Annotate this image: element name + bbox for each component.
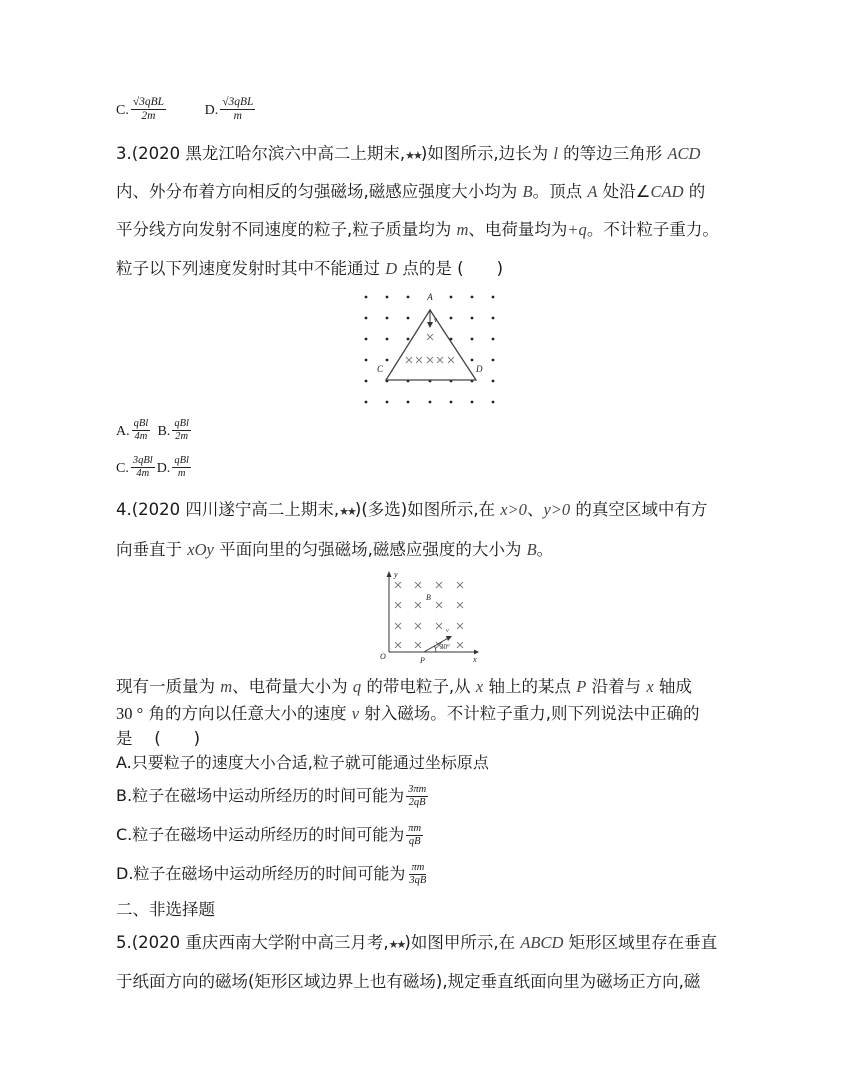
q5-text: )如图甲所示,在 bbox=[404, 933, 521, 952]
label-p: P bbox=[420, 656, 425, 664]
q3-option-b-fraction bbox=[172, 418, 191, 443]
q3-option-a-label: A. bbox=[116, 424, 130, 439]
q4-text: 射入磁场。不计粒子重力,则下列说法中正确的 bbox=[359, 704, 700, 723]
label-v: v bbox=[446, 628, 449, 634]
label-a: A bbox=[427, 292, 433, 302]
q3-text: 平分线方向发射不同速度的粒子,粒子质量均为 bbox=[116, 220, 457, 239]
q4-var-x: x bbox=[646, 677, 654, 696]
label-o: O bbox=[380, 652, 386, 661]
q4-var-p: P bbox=[576, 677, 587, 696]
q4-option-b-fraction bbox=[406, 784, 428, 809]
q4-text: 现有一质量为 bbox=[116, 677, 221, 696]
frac-den: 4m bbox=[134, 431, 148, 442]
field-dot bbox=[471, 317, 474, 320]
field-dot bbox=[386, 359, 389, 362]
q4-text: 的带电粒子,从 bbox=[361, 677, 476, 696]
q4-text: 、 bbox=[526, 500, 544, 519]
q2-options-row bbox=[116, 96, 257, 123]
field-cross bbox=[436, 623, 442, 629]
q3-option-c-fraction bbox=[131, 455, 155, 480]
field-dot bbox=[471, 296, 474, 299]
field-dot bbox=[407, 317, 410, 320]
q4-option-a: A.只要粒子的速度大小合适,粒子就可能通过坐标原点 bbox=[116, 753, 489, 772]
field-cross bbox=[436, 602, 442, 608]
q3-text: 内、外分布着方向相反的匀强磁场,磁感应强度大小均为 bbox=[116, 182, 523, 201]
q4-option-b bbox=[116, 784, 430, 809]
field-dot bbox=[492, 380, 495, 383]
field-dot bbox=[365, 380, 368, 383]
difficulty-stars-icon: ★★ bbox=[405, 149, 421, 162]
q2-option-d-num: √3qBL bbox=[222, 96, 254, 108]
q4-var-v: v bbox=[351, 704, 360, 723]
q3-angle: CAD bbox=[650, 182, 684, 201]
frac-num: qBl bbox=[133, 418, 149, 429]
field-dot bbox=[365, 338, 368, 341]
q3-line-1 bbox=[116, 143, 700, 167]
field-cross bbox=[448, 357, 454, 363]
q4-var-b: B bbox=[526, 540, 537, 559]
q3-option-c-label: C. bbox=[116, 461, 129, 476]
field-cross bbox=[395, 642, 401, 648]
field-dot bbox=[492, 401, 495, 404]
frac-num: qBl bbox=[174, 418, 189, 429]
x-axis-arrow-icon bbox=[474, 650, 479, 655]
q2-option-c-num: √3qBL bbox=[132, 96, 165, 108]
q4-text: 。 bbox=[536, 540, 554, 559]
field-dot bbox=[365, 359, 368, 362]
difficulty-stars-icon: ★★ bbox=[388, 938, 405, 951]
frac-num: πm bbox=[411, 862, 425, 873]
q4-text: 、电荷量大小为 bbox=[232, 677, 353, 696]
q4-option-d-fraction bbox=[407, 862, 428, 887]
q4-plane: xOy bbox=[187, 540, 214, 559]
field-cross bbox=[427, 357, 433, 363]
q4-option-d-text: D.粒子在磁场中运动所经历的时间可能为 bbox=[116, 864, 406, 883]
q4-text: 平面向里的匀强磁场,磁感应强度的大小为 bbox=[213, 540, 527, 559]
q3-triangle-name: ACD bbox=[667, 144, 701, 163]
q3-answer-bracket: 点的是 ( ) bbox=[397, 259, 504, 278]
q4-coordinate-figure bbox=[380, 568, 480, 664]
q4-source: 4.(2020 四川遂宁高二上期末, bbox=[116, 500, 340, 519]
q3-option-d-label: D. bbox=[156, 461, 171, 476]
field-dot bbox=[492, 296, 495, 299]
difficulty-stars-icon: ★★ bbox=[339, 505, 355, 518]
field-dot bbox=[450, 317, 453, 320]
q4-text: 角的方向以任意大小的速度 bbox=[143, 704, 352, 723]
q4-line-5: 是 ( ) bbox=[116, 729, 201, 748]
q3-var-q: +q bbox=[567, 220, 587, 239]
field-cross bbox=[406, 357, 412, 363]
q2-option-d-fraction bbox=[220, 96, 255, 123]
q3-option-b-label: B. bbox=[157, 424, 171, 439]
q4-option-c-text: C.粒子在磁场中运动所经历的时间可能为 bbox=[116, 825, 405, 844]
label-v: v bbox=[434, 316, 438, 324]
field-cross bbox=[427, 334, 433, 340]
q3-triangle-figure bbox=[355, 288, 505, 410]
q3-option-d-fraction bbox=[172, 455, 191, 480]
field-cross bbox=[457, 623, 463, 629]
q3-text: 。不计粒子重力。 bbox=[586, 220, 719, 239]
q4-line-4 bbox=[116, 703, 700, 725]
field-dot bbox=[386, 401, 389, 404]
field-cross bbox=[416, 357, 422, 363]
field-cross bbox=[457, 582, 463, 588]
q3-text: 处沿∠ bbox=[597, 182, 651, 201]
field-dot bbox=[471, 338, 474, 341]
field-dot bbox=[407, 401, 410, 404]
label-y: y bbox=[394, 570, 398, 579]
q5-rect-name: ABCD bbox=[520, 933, 564, 952]
field-dot bbox=[450, 401, 453, 404]
field-dot bbox=[365, 317, 368, 320]
field-cross bbox=[415, 582, 421, 588]
q5-line-2: 于纸面方向的磁场(矩形区域边界上也有磁场),规定垂直纸面向里为磁场正方向,磁 bbox=[116, 972, 701, 991]
q3-text: )如图所示,边长为 bbox=[420, 144, 554, 163]
q2-option-d-label: D. bbox=[204, 103, 219, 118]
frac-num: qBl bbox=[174, 455, 189, 466]
field-cross bbox=[415, 642, 421, 648]
label-d: D bbox=[476, 364, 483, 374]
field-cross bbox=[415, 602, 421, 608]
q4-var-m: m bbox=[220, 677, 233, 696]
frac-den: 4m bbox=[136, 468, 150, 479]
q5-source: 5.(2020 重庆西南大学附中高三月考, bbox=[116, 933, 389, 952]
q3-var-b: B bbox=[522, 182, 533, 201]
field-cross bbox=[395, 582, 401, 588]
q3-var-l: l bbox=[553, 144, 558, 163]
q4-option-c bbox=[116, 823, 425, 848]
q3-text: 的等边三角形 bbox=[557, 144, 668, 163]
q4-line-3 bbox=[116, 676, 692, 698]
label-x: x bbox=[473, 655, 477, 664]
field-cross bbox=[415, 623, 421, 629]
field-dot bbox=[492, 359, 495, 362]
q3-var-a: A bbox=[587, 182, 598, 201]
q2-option-c-label: C. bbox=[116, 103, 129, 118]
field-dot bbox=[386, 317, 389, 320]
field-dot bbox=[386, 338, 389, 341]
q4-angle-30: 30 ° bbox=[116, 704, 144, 723]
section-title: 二、非选择题 bbox=[116, 900, 215, 919]
q4-option-d bbox=[116, 862, 430, 887]
frac-den: 2m bbox=[175, 431, 189, 442]
q3-source: 3.(2020 黑龙江哈尔滨六中高二上期末, bbox=[116, 144, 406, 163]
field-dot bbox=[471, 359, 474, 362]
label-angle: 30° bbox=[440, 643, 450, 651]
q4-var-q: q bbox=[352, 677, 362, 696]
q3-options-row-1 bbox=[116, 418, 193, 443]
q3-text: 的 bbox=[683, 182, 706, 201]
field-dot bbox=[407, 338, 410, 341]
q4-cond-x: x>0 bbox=[500, 500, 527, 519]
q4-text: 沿着与 bbox=[586, 677, 647, 696]
y-axis-arrow-icon bbox=[387, 571, 392, 577]
q4-line-1 bbox=[116, 499, 707, 523]
q2-option-c-fraction bbox=[131, 96, 166, 123]
label-c: C bbox=[377, 364, 384, 374]
q5-line-1 bbox=[116, 932, 717, 956]
q4-text: )(多选)如图所示,在 bbox=[354, 500, 501, 519]
q2-option-c-den: 2m bbox=[141, 110, 156, 122]
q3-text: 粒子以下列速度发射时其中不能通过 bbox=[116, 259, 386, 278]
frac-den: qB bbox=[408, 836, 421, 847]
field-dot bbox=[492, 338, 495, 341]
frac-num: 3πm bbox=[408, 784, 427, 795]
field-dot bbox=[386, 296, 389, 299]
field-dot bbox=[429, 401, 432, 404]
q3-var-d: D bbox=[385, 259, 398, 278]
field-cross bbox=[395, 623, 401, 629]
field-cross bbox=[436, 582, 442, 588]
q5-text: 矩形区域里存在垂直 bbox=[563, 933, 718, 952]
q4-text: 轴上的某点 bbox=[483, 677, 577, 696]
q4-var-x: x bbox=[475, 677, 484, 696]
q3-var-m: m bbox=[456, 220, 469, 239]
triangle-acd bbox=[386, 310, 476, 380]
q4-option-b-text: B.粒子在磁场中运动所经历的时间可能为 bbox=[116, 786, 405, 805]
field-dot bbox=[365, 401, 368, 404]
field-dot bbox=[450, 296, 453, 299]
label-b: B bbox=[426, 593, 431, 602]
frac-den: 2qB bbox=[408, 797, 426, 808]
field-dot bbox=[471, 401, 474, 404]
q3-line-2 bbox=[116, 181, 705, 203]
field-cross bbox=[395, 602, 401, 608]
angle-arc bbox=[435, 646, 437, 652]
q3-text: 、电荷量均为 bbox=[468, 220, 568, 239]
frac-num: 3qBl bbox=[132, 455, 153, 466]
field-dot bbox=[407, 296, 410, 299]
q3-line-3 bbox=[116, 219, 719, 241]
q2-option-d-den: m bbox=[233, 110, 242, 122]
q4-option-c-fraction bbox=[406, 823, 423, 848]
field-cross bbox=[457, 642, 463, 648]
q4-text: 轴成 bbox=[653, 677, 692, 696]
field-dot bbox=[492, 317, 495, 320]
frac-den: m bbox=[177, 468, 186, 479]
frac-num: πm bbox=[408, 823, 422, 834]
q3-options-row-2 bbox=[116, 455, 193, 480]
q4-line-2 bbox=[116, 539, 553, 561]
q3-option-a-fraction bbox=[132, 418, 151, 443]
q3-text: 。顶点 bbox=[532, 182, 588, 201]
frac-den: 3qB bbox=[409, 875, 427, 886]
field-dot bbox=[365, 296, 368, 299]
field-cross bbox=[457, 602, 463, 608]
field-cross bbox=[437, 357, 443, 363]
q4-text: 向垂直于 bbox=[116, 540, 188, 559]
q4-text: 的真空区域中有方 bbox=[570, 500, 708, 519]
q4-cond-y: y>0 bbox=[543, 500, 571, 519]
q3-line-4 bbox=[116, 258, 503, 280]
